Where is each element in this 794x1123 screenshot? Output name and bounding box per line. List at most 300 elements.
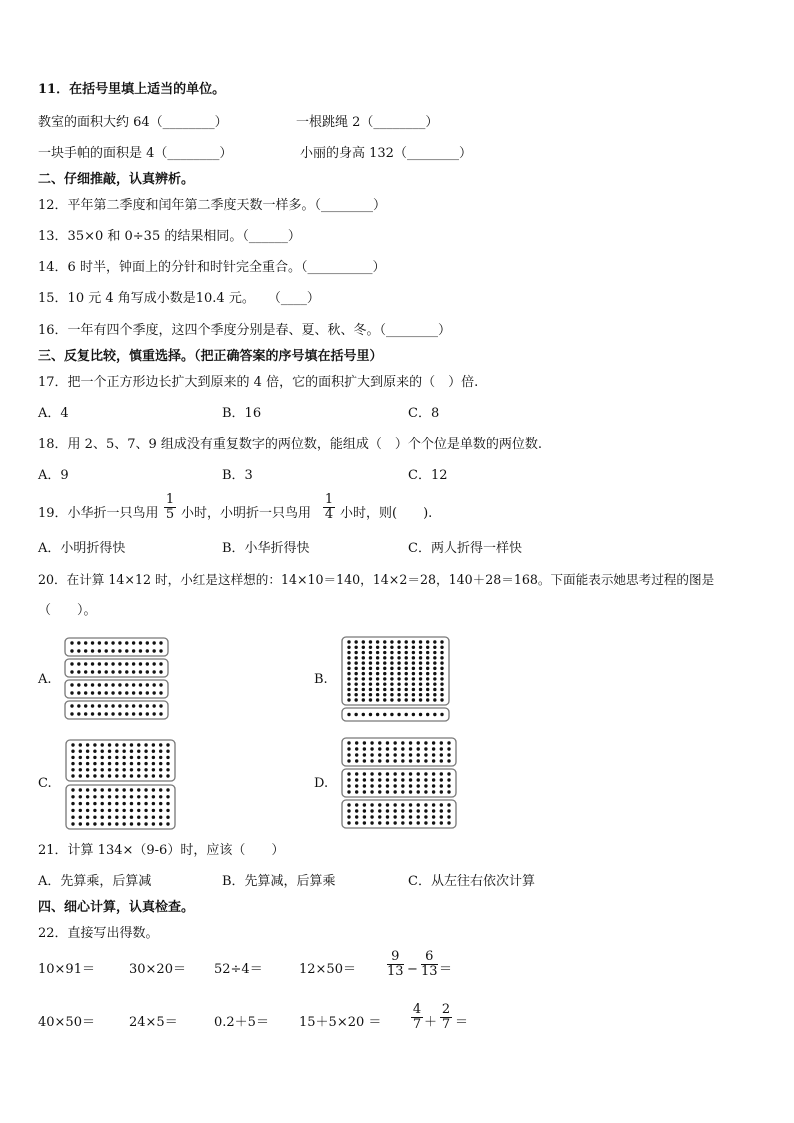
- fig-c-dot: [159, 750, 162, 753]
- fig-d-dot: [447, 759, 450, 762]
- q21-text: 21．计算 134×（9-6）时，应该（ ）: [38, 843, 285, 858]
- fig-d-dot: [401, 809, 404, 812]
- fig-d-dot: [363, 821, 366, 824]
- fig-b-dot: [412, 713, 415, 716]
- fig-c-dot: [86, 809, 89, 812]
- fig-c-dot: [137, 762, 140, 765]
- fig-d-dot: [432, 747, 435, 750]
- fig-a-dot: [159, 670, 162, 673]
- fig-b-dot: [426, 698, 429, 701]
- fig-d-dot: [440, 809, 443, 812]
- fig-a-dot: [146, 662, 149, 665]
- fig-b-dot: [419, 682, 422, 685]
- q17-text: 17．把一个正方形边长扩大到原来的 4 倍，它的面积扩大到原来的（ ）倍.: [38, 375, 479, 390]
- fig-b-dot: [369, 672, 372, 675]
- fig-c-dot: [144, 809, 147, 812]
- fig-d-dot: [355, 759, 358, 762]
- fig-a-dot: [70, 641, 73, 644]
- fig-c-dot: [137, 809, 140, 812]
- fig-b-block-0: [342, 637, 449, 705]
- fig-d-dot: [409, 821, 412, 824]
- fig-d-dot: [386, 772, 389, 775]
- q12: 12．平年第二季度和闰年第二季度天数一样多。（________）: [38, 198, 387, 213]
- fig-a-dot: [159, 649, 162, 652]
- fig-b-dot: [419, 677, 422, 680]
- fig-d-dot: [417, 784, 420, 787]
- fig-d-dot: [417, 772, 420, 775]
- fig-d-dot: [409, 784, 412, 787]
- fig-c-dot: [115, 768, 118, 771]
- q20-text-line2: （ ）。: [38, 603, 97, 618]
- fig-d-dot: [401, 784, 404, 787]
- fig-d-dot: [378, 784, 381, 787]
- fig-d-dot: [355, 778, 358, 781]
- fig-b-dot: [354, 651, 357, 654]
- fig-c-dot: [144, 774, 147, 777]
- fig-b-dot: [369, 698, 372, 701]
- fig-b-dot: [426, 672, 429, 675]
- q22-r2-f1-den: 7: [412, 1017, 422, 1032]
- fig-b-dot: [440, 713, 443, 716]
- fig-b-dot: [369, 677, 372, 680]
- fig-a-dot: [84, 712, 87, 715]
- fig-c-dot: [137, 743, 140, 746]
- fig-c-dot: [115, 816, 118, 819]
- q20-option-a-label: A.: [38, 672, 52, 687]
- fig-a-dot: [91, 691, 94, 694]
- fig-c-dot: [137, 802, 140, 805]
- q22-r2-f1-num: 4: [412, 1002, 422, 1017]
- q22-r1-operator: −: [407, 962, 418, 977]
- fig-a-dot: [98, 670, 101, 673]
- fig-b-dot: [362, 661, 365, 664]
- fig-b-dot: [390, 693, 393, 696]
- fig-c-dot: [166, 774, 169, 777]
- fig-b-dot: [383, 713, 386, 716]
- fig-d-dot: [401, 821, 404, 824]
- fig-b-dot: [397, 672, 400, 675]
- fig-d-dot: [378, 778, 381, 781]
- fig-a-dot: [152, 662, 155, 665]
- fig-d-dot: [432, 809, 435, 812]
- fig-b-dot: [362, 672, 365, 675]
- q11-item-c: 一块手帕的面积是 4（________）: [38, 146, 233, 161]
- fig-c-dot: [115, 750, 118, 753]
- fig-a-dot: [105, 691, 108, 694]
- fig-b-dot: [390, 677, 393, 680]
- fig-b-dot: [426, 688, 429, 691]
- fig-d-dot: [378, 772, 381, 775]
- fig-d-dot: [417, 809, 420, 812]
- fig-c-dot: [93, 822, 96, 825]
- fig-a-dot: [146, 691, 149, 694]
- fig-c-dot: [122, 743, 125, 746]
- fig-a-block-1: [65, 659, 168, 677]
- fig-d-dot: [393, 747, 396, 750]
- fig-c-dot: [101, 795, 104, 798]
- fig-a-dot: [152, 670, 155, 673]
- fig-b-dot: [405, 682, 408, 685]
- fig-a-dot: [91, 683, 94, 686]
- q18-option-b: B．3: [222, 468, 253, 483]
- fig-c-dot: [71, 743, 74, 746]
- fig-c-block-1: [66, 785, 175, 829]
- fig-b-dot: [362, 698, 365, 701]
- fig-c-dot: [93, 743, 96, 746]
- fig-b-dot: [376, 713, 379, 716]
- q13: 13．35×0 和 0÷35 的结果相同。（______）: [38, 229, 301, 244]
- fig-a-dot: [105, 670, 108, 673]
- fig-d-dot: [378, 803, 381, 806]
- fig-a-dot: [132, 670, 135, 673]
- fig-c-dot: [101, 768, 104, 771]
- fig-a-dot: [125, 649, 128, 652]
- fig-b-dot: [412, 688, 415, 691]
- q18-option-a: A．9: [38, 468, 69, 483]
- q19-option-a: A．小明折得快: [38, 541, 126, 556]
- fig-a-dot: [77, 683, 80, 686]
- fig-d-dot: [347, 747, 350, 750]
- fig-b-dot: [397, 713, 400, 716]
- fig-d-dot: [424, 809, 427, 812]
- fig-b-dot: [354, 656, 357, 659]
- q22-title: 22．直接写出得数。: [38, 926, 159, 941]
- fig-d-dot: [347, 815, 350, 818]
- fig-c-dot: [71, 756, 74, 759]
- fig-d-dot: [370, 803, 373, 806]
- fig-c-dot: [79, 802, 82, 805]
- fig-c-dot: [159, 768, 162, 771]
- fig-b-dot: [390, 713, 393, 716]
- fig-d-dot: [409, 747, 412, 750]
- fig-b-dot: [426, 651, 429, 654]
- fig-c-dot: [152, 768, 155, 771]
- fig-b-dot: [433, 698, 436, 701]
- q22-r1-item3: 52÷4＝: [214, 962, 263, 977]
- fig-a-dot: [159, 683, 162, 686]
- fig-d-dot: [386, 790, 389, 793]
- fig-a-dot: [159, 691, 162, 694]
- q22-r2-f2-num: 2: [441, 1002, 451, 1017]
- fig-a-dot: [98, 662, 101, 665]
- fig-d-dot: [347, 778, 350, 781]
- fig-a-dot: [98, 683, 101, 686]
- fig-c-dot: [71, 795, 74, 798]
- fig-c-dot: [115, 788, 118, 791]
- fig-a-dot: [77, 704, 80, 707]
- q17-option-c: C．8: [408, 406, 440, 421]
- fig-c-dot: [137, 816, 140, 819]
- fig-d-dot: [363, 772, 366, 775]
- fig-b-dot: [419, 698, 422, 701]
- fig-a-block-2: [65, 680, 168, 698]
- fig-c-dot: [93, 809, 96, 812]
- fig-b-dot: [405, 640, 408, 643]
- fig-c-dot: [130, 756, 133, 759]
- fig-b-dot: [390, 688, 393, 691]
- fig-d-dot: [393, 778, 396, 781]
- q11-title: 11．在括号里填上适当的单位。: [38, 82, 226, 97]
- fig-d-dot: [386, 784, 389, 787]
- fig-a-dot: [111, 712, 114, 715]
- fig-c-dot: [137, 774, 140, 777]
- fig-c-dot: [137, 788, 140, 791]
- fig-a-dot: [111, 649, 114, 652]
- fig-d-dot: [432, 759, 435, 762]
- fig-b-dot: [383, 682, 386, 685]
- fig-a-dot: [118, 670, 121, 673]
- fig-a-dot: [159, 662, 162, 665]
- fig-c-dot: [152, 774, 155, 777]
- fig-d-dot: [386, 821, 389, 824]
- fig-a-dot: [159, 712, 162, 715]
- fig-d-dot: [417, 741, 420, 744]
- fig-c-dot: [115, 822, 118, 825]
- section-4-heading: 四、细心计算，认真检查。: [38, 900, 195, 915]
- fig-b-dot: [362, 656, 365, 659]
- fig-c-dot: [122, 768, 125, 771]
- fig-d-dot: [440, 821, 443, 824]
- fig-c-dot: [166, 756, 169, 759]
- fig-a-dot: [118, 641, 121, 644]
- fig-c-dot: [93, 816, 96, 819]
- fig-c-dot: [159, 756, 162, 759]
- fig-b-dot: [405, 656, 408, 659]
- fig-a-dot: [118, 683, 121, 686]
- q19-fraction-2: [323, 493, 335, 522]
- fig-a-dot: [77, 691, 80, 694]
- fig-c-dot: [130, 822, 133, 825]
- q22-r1-fraction-1: [386, 950, 405, 979]
- fig-c-dot: [108, 750, 111, 753]
- fig-d-dot: [424, 741, 427, 744]
- fig-c-dot: [159, 774, 162, 777]
- fig-c-dot: [79, 750, 82, 753]
- fig-c-dot: [108, 788, 111, 791]
- fig-d-dot: [393, 741, 396, 744]
- fig-b-dot: [354, 698, 357, 701]
- fig-b-dot: [433, 672, 436, 675]
- fig-d-dot: [417, 790, 420, 793]
- fig-c-dot: [86, 795, 89, 798]
- fig-b-dot: [433, 667, 436, 670]
- fig-c-dot: [86, 802, 89, 805]
- q17-option-b: B．16: [222, 406, 262, 421]
- fig-c-dot: [152, 802, 155, 805]
- fig-b-dot: [412, 640, 415, 643]
- fig-a-dot: [125, 691, 128, 694]
- q22-r2-fraction-2: [440, 1003, 452, 1032]
- fig-c-dot: [115, 809, 118, 812]
- fig-a-dot: [77, 649, 80, 652]
- fig-d-dot: [393, 809, 396, 812]
- fig-a-dot: [84, 649, 87, 652]
- fig-c-dot: [101, 774, 104, 777]
- fig-c-dot: [108, 802, 111, 805]
- q20-figure-c: [65, 739, 176, 830]
- fig-c-dot: [152, 822, 155, 825]
- fig-d-dot: [363, 809, 366, 812]
- fig-d-dot: [409, 753, 412, 756]
- fig-d-dot: [370, 809, 373, 812]
- fig-c-dot: [108, 768, 111, 771]
- q19-fraction-1: [164, 493, 176, 522]
- fig-d-dot: [363, 778, 366, 781]
- fig-a-dot: [146, 704, 149, 707]
- fig-b-dot: [354, 677, 357, 680]
- fig-c-dot: [122, 774, 125, 777]
- fig-b-dot: [405, 672, 408, 675]
- fig-b-dot: [369, 651, 372, 654]
- fig-c-dot: [152, 809, 155, 812]
- fig-a-dot: [105, 641, 108, 644]
- section-3-heading: 三、反复比较，慎重选择。（把正确答案的序号填在括号里）: [38, 349, 383, 364]
- fig-d-dot: [432, 784, 435, 787]
- q21-option-a: A．先算乘，后算减: [38, 874, 152, 889]
- fig-d-dot: [386, 759, 389, 762]
- fig-c-dot: [115, 756, 118, 759]
- fig-b-dot: [369, 640, 372, 643]
- fig-b-dot: [412, 667, 415, 670]
- fig-b-dot: [397, 656, 400, 659]
- fig-b-dot: [405, 646, 408, 649]
- fig-b-dot: [383, 677, 386, 680]
- fig-c-dot: [130, 750, 133, 753]
- fig-d-dot: [355, 809, 358, 812]
- fig-c-dot: [166, 750, 169, 753]
- fig-b-dot: [362, 713, 365, 716]
- fig-b-dot: [383, 661, 386, 664]
- fig-c-dot: [152, 788, 155, 791]
- q22-r1-item1: 10×91＝: [38, 962, 95, 977]
- fig-d-dot: [378, 753, 381, 756]
- q11-item-d: 小丽的身高 132（________）: [300, 146, 472, 161]
- fig-d-dot: [370, 784, 373, 787]
- fig-a-dot: [159, 704, 162, 707]
- fig-c-dot: [144, 788, 147, 791]
- fig-b-dot: [383, 656, 386, 659]
- fig-c-dot: [144, 762, 147, 765]
- fig-b-dot: [440, 693, 443, 696]
- fig-d-dot: [440, 778, 443, 781]
- fig-a-dot: [70, 712, 73, 715]
- fig-d-dot: [447, 784, 450, 787]
- fig-c-dot: [108, 822, 111, 825]
- fig-d-dot: [363, 815, 366, 818]
- q19-option-b: B．小华折得快: [222, 541, 310, 556]
- fig-b-dot: [405, 713, 408, 716]
- fig-b-dot: [383, 646, 386, 649]
- fig-d-dot: [370, 753, 373, 756]
- fig-c-dot: [108, 816, 111, 819]
- q20-figure-a: [64, 637, 169, 720]
- fig-b-dot: [412, 698, 415, 701]
- fig-d-dot: [393, 784, 396, 787]
- fig-c-dot: [166, 743, 169, 746]
- q22-r2-item4: 15＋5×20 ＝: [299, 1015, 382, 1030]
- fig-c-dot: [137, 768, 140, 771]
- fig-b-dot: [376, 656, 379, 659]
- fig-d-dot: [355, 784, 358, 787]
- fig-a-dot: [146, 641, 149, 644]
- fig-b-dot: [376, 693, 379, 696]
- fig-a-dot: [159, 641, 162, 644]
- fig-a-dot: [132, 683, 135, 686]
- fig-a-dot: [118, 704, 121, 707]
- fig-b-dot: [383, 672, 386, 675]
- fig-c-dot: [71, 774, 74, 777]
- fig-b-dot: [376, 651, 379, 654]
- fig-d-dot: [363, 784, 366, 787]
- fig-d-dot: [409, 809, 412, 812]
- fig-a-dot: [70, 683, 73, 686]
- fig-b-dot: [369, 656, 372, 659]
- fig-d-dot: [355, 741, 358, 744]
- fig-a-dot: [98, 641, 101, 644]
- fig-d-dot: [378, 741, 381, 744]
- fig-d-dot: [447, 809, 450, 812]
- fig-c-dot: [130, 768, 133, 771]
- fig-d-dot: [409, 772, 412, 775]
- fig-d-dot: [355, 815, 358, 818]
- fig-b-dot: [383, 698, 386, 701]
- fig-c-dot: [71, 802, 74, 805]
- fig-d-dot: [432, 803, 435, 806]
- fig-b-dot: [440, 672, 443, 675]
- fig-b-dot: [405, 688, 408, 691]
- fig-a-dot: [152, 691, 155, 694]
- fig-d-dot: [370, 759, 373, 762]
- fig-b-dot: [419, 646, 422, 649]
- fig-d-dot: [393, 821, 396, 824]
- fig-b-dot: [440, 646, 443, 649]
- fig-d-dot: [440, 753, 443, 756]
- fig-a-dot: [70, 662, 73, 665]
- fig-d-dot: [447, 815, 450, 818]
- fig-b-dot: [426, 677, 429, 680]
- fig-c-dot: [86, 774, 89, 777]
- fig-b-dot: [354, 646, 357, 649]
- q19-option-c: C．两人折得一样快: [408, 541, 522, 556]
- fig-d-dot: [370, 772, 373, 775]
- fig-b-dot: [376, 646, 379, 649]
- fig-a-dot: [111, 641, 114, 644]
- fig-a-dot: [125, 704, 128, 707]
- fig-b-dot: [426, 646, 429, 649]
- fig-c-dot: [166, 822, 169, 825]
- q20-figure-b: [341, 636, 450, 722]
- fig-c-dot: [101, 743, 104, 746]
- q22-r2-fraction-1: [411, 1003, 423, 1032]
- fig-a-dot: [111, 670, 114, 673]
- fig-d-dot: [409, 778, 412, 781]
- fig-a-dot: [84, 691, 87, 694]
- fig-a-dot: [125, 683, 128, 686]
- fig-b-dot: [412, 651, 415, 654]
- fig-b-dot: [426, 640, 429, 643]
- fig-d-dot: [424, 821, 427, 824]
- fig-c-dot: [71, 809, 74, 812]
- q11-item-b: 一根跳绳 2（________）: [296, 115, 439, 130]
- fig-c-dot: [101, 822, 104, 825]
- fig-d-dot: [401, 772, 404, 775]
- fig-d-dot: [401, 741, 404, 744]
- fig-d-dot: [417, 759, 420, 762]
- fig-b-dot: [383, 667, 386, 670]
- fig-d-dot: [440, 790, 443, 793]
- fig-d-dot: [347, 759, 350, 762]
- fig-d-dot: [432, 790, 435, 793]
